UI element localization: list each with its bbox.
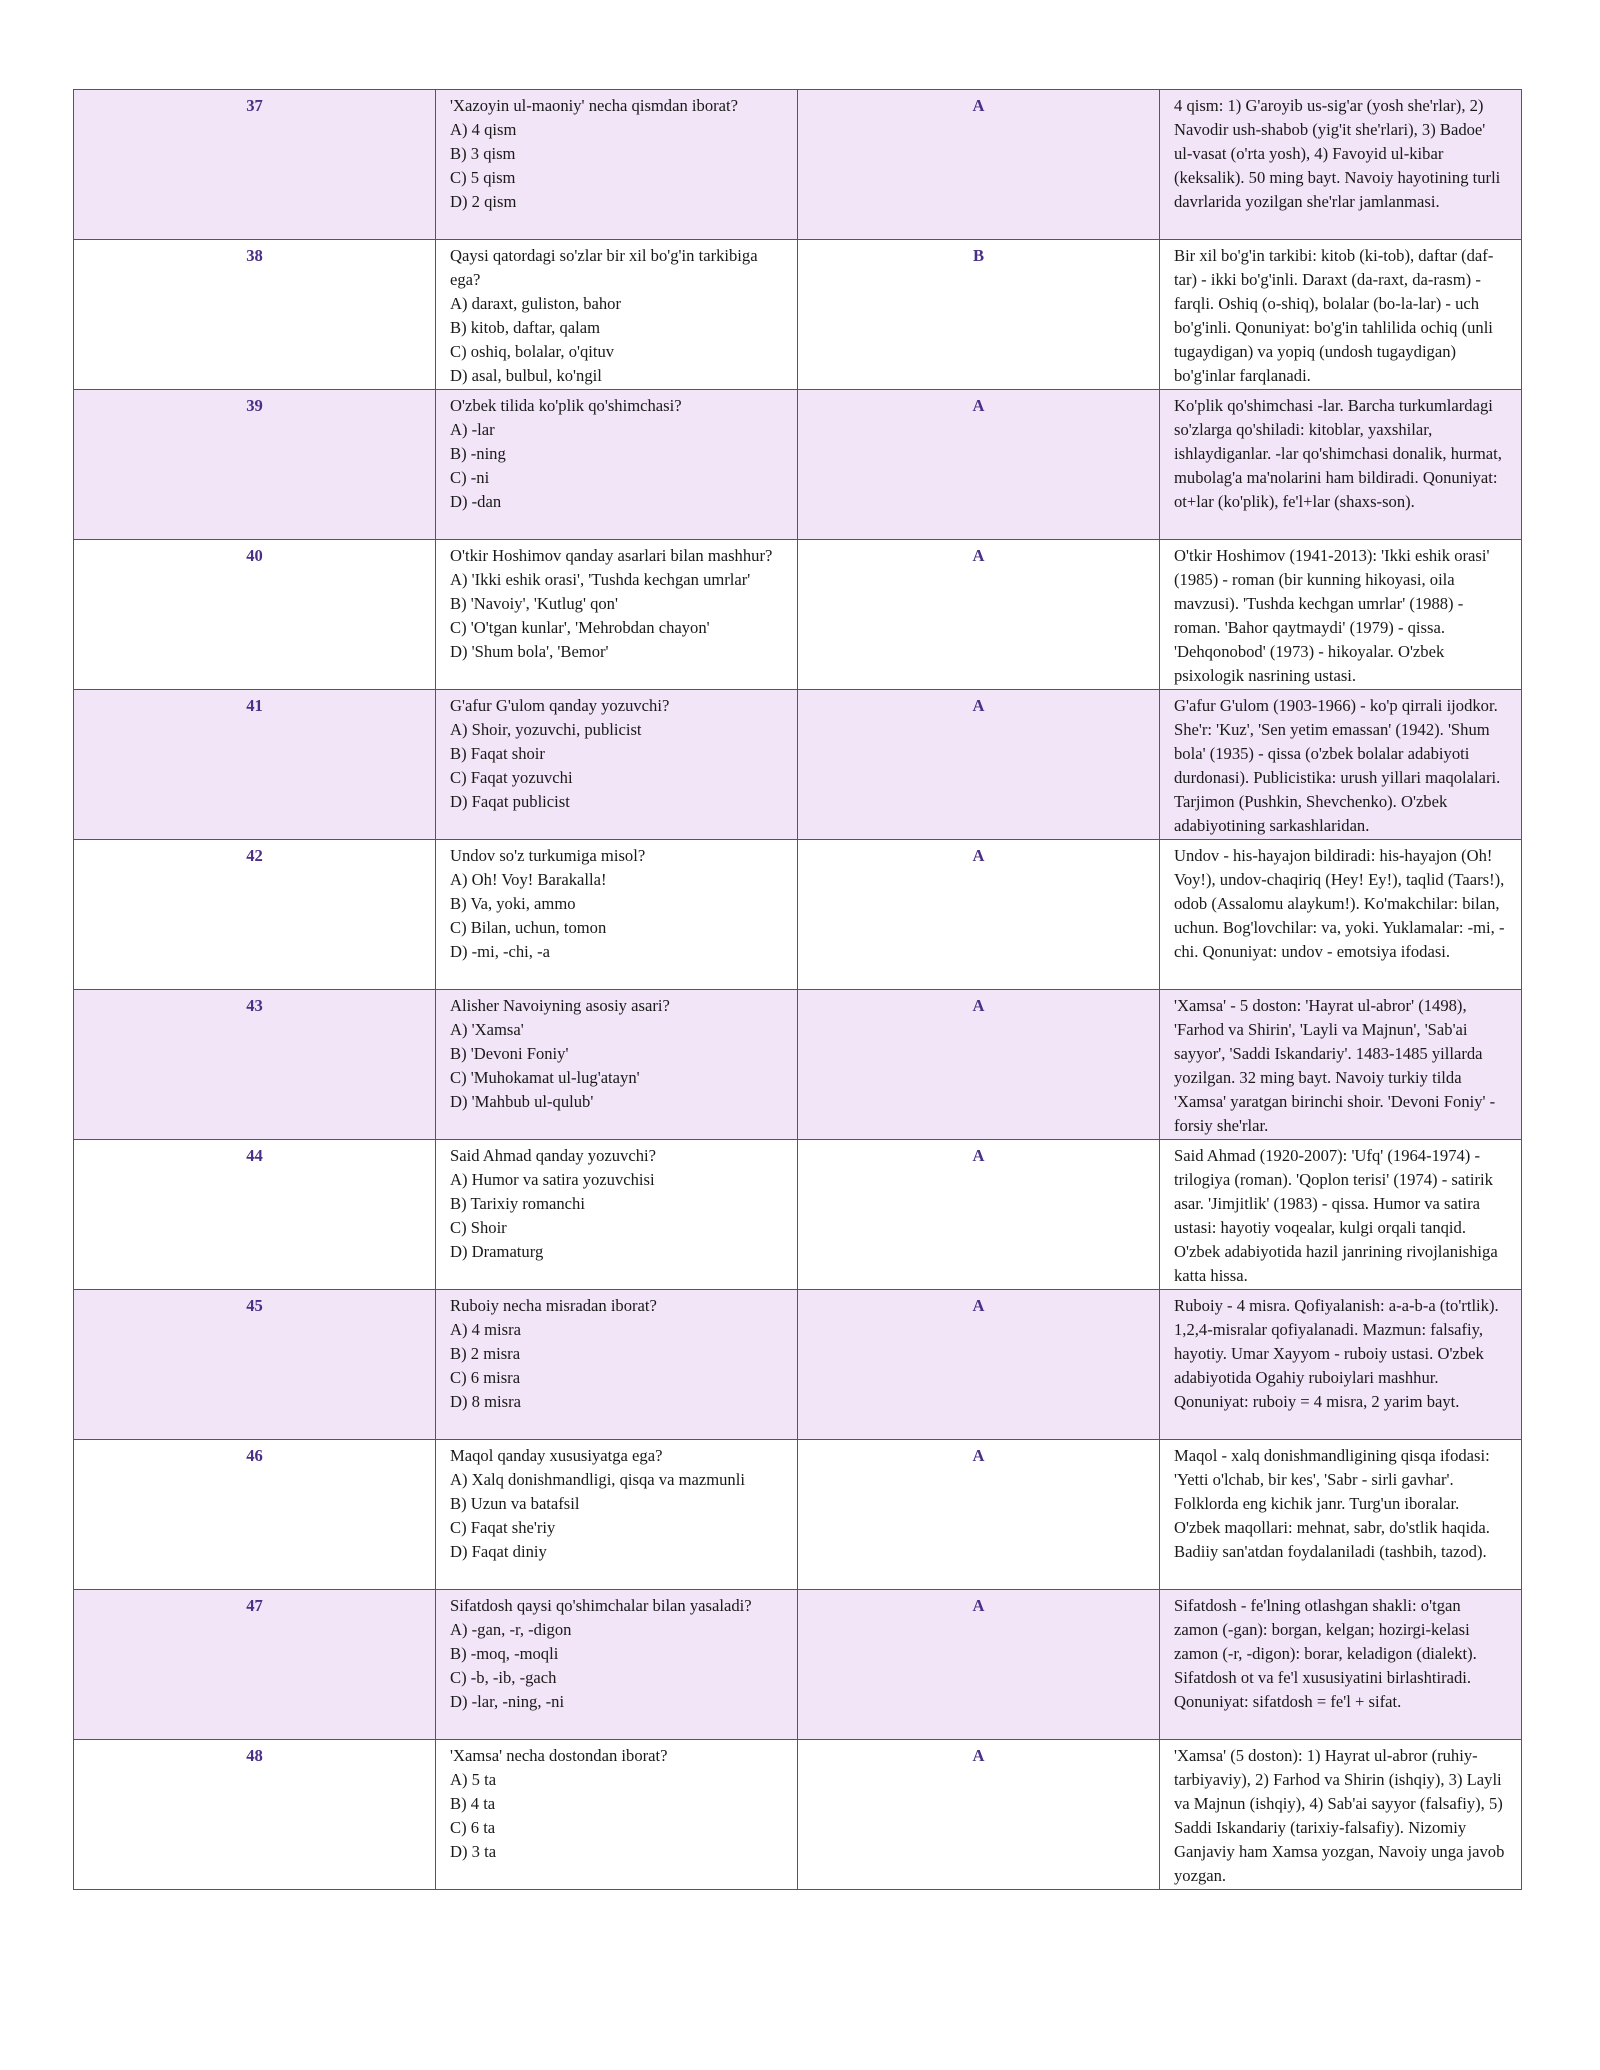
correct-answer: A (798, 90, 1160, 240)
explanation-cell: 4 qism: 1) G'aroyib us-sig'ar (yosh she'rlar), 2) Navodir ush-shabob (yig'it she'rlari), 3) Badoe' ul-vasat (o'rta yosh), 4) Favoyid ul-kibar (keksalik). 50 ming bayt. Navoiy hayotining turli davrlarida yozilgan she'rlar jamlanmasi. (1160, 90, 1522, 240)
question-text: Sifatdosh qaysi qo'shimchalar bilan yasaladi? (450, 1596, 752, 1615)
answer-option: C) Faqat she'riy (450, 1518, 556, 1537)
answer-option: B) 2 misra (450, 1344, 521, 1363)
question-cell (436, 690, 798, 840)
answer-option: A) 'Ikki eshik orasi', 'Tushda kechgan umrlar' (450, 570, 751, 589)
answer-option: D) asal, bulbul, ko'ngil (450, 366, 602, 385)
correct-answer: B (798, 240, 1160, 390)
answer-option: B) 4 ta (450, 1794, 496, 1813)
answer-option: C) 6 ta (450, 1818, 496, 1837)
correct-answer: A (798, 1440, 1160, 1590)
table-row (74, 240, 1522, 390)
explanation-cell: Bir xil bo'g'in tarkibi: kitob (ki-tob), daftar (daf-tar) - ikki bo'g'inli. Daraxt (da-raxt, da-rasm) - farqli. Oshiq (o-shiq), bolalar (bo-la-lar) - uch bo'g'inli. Qonuniyat: bo'g'in tahlilida ochiq (unli tugaydigan) va yopiq (undosh tugaydigan) bo'g'inlar farqlanadi. (1160, 240, 1522, 390)
question-text: Maqol qanday xususiyatga ega? (450, 1446, 663, 1465)
table-row (74, 1290, 1522, 1440)
question-cell (436, 1140, 798, 1290)
questions-table-body (74, 90, 1522, 1890)
question-number: 44 (74, 1140, 436, 1290)
question-cell (436, 240, 798, 390)
correct-answer: A (798, 390, 1160, 540)
table-row (74, 990, 1522, 1140)
answer-option: B) 'Navoiy', 'Kutlug' qon' (450, 594, 618, 613)
answer-option: D) 'Shum bola', 'Bemor' (450, 642, 609, 661)
question-number: 40 (74, 540, 436, 690)
question-text: 'Xazoyin ul-maoniy' necha qismdan iborat? (450, 96, 738, 115)
explanation-cell: Ruboiy - 4 misra. Qofiyalanish: a-a-b-a (to'rtlik). 1,2,4-misralar qofiyalanadi. Mazmun: falsafiy, hayotiy. Umar Xayyom - ruboiy ustasi. O'zbek adabiyotida Ogahiy ruboiylari mashhur. Qonuniyat: ruboiy = 4 misra, 2 yarim bayt. (1160, 1290, 1522, 1440)
answer-option: A) -lar (450, 420, 495, 439)
question-text: O'zbek tilida ko'plik qo'shimchasi? (450, 396, 682, 415)
answer-option: D) -mi, -chi, -a (450, 942, 550, 961)
answer-option: D) 'Mahbub ul-qulub' (450, 1092, 594, 1111)
table-row (74, 1590, 1522, 1740)
explanation-cell: O'tkir Hoshimov (1941-2013): 'Ikki eshik orasi' (1985) - roman (bir kunning hikoyasi, oila mavzusi). 'Tushda kechgan umrlar' (1988) - roman. 'Bahor qaytmaydi' (1979) - qissa. 'Dehqonobod' (1973) - hikoyalar. O'zbek psixologik nasrining ustasi. (1160, 540, 1522, 690)
question-text: Said Ahmad qanday yozuvchi? (450, 1146, 656, 1165)
answer-option: C) 'O'tgan kunlar', 'Mehrobdan chayon' (450, 618, 710, 637)
correct-answer: A (798, 540, 1160, 690)
correct-answer: A (798, 1590, 1160, 1740)
explanation-cell: Undov - his-hayajon bildiradi: his-hayajon (Oh! Voy!), undov-chaqiriq (Hey! Ey!), taqlid (Taars!), odob (Assalomu alaykum!). Ko'makchilar: bilan, uchun. Bog'lovchilar: va, yoki. Yuklamalar: -mi, -chi. Qonuniyat: undov - emotsiya ifodasi. (1160, 840, 1522, 990)
question-text: Alisher Navoiyning asosiy asari? (450, 996, 670, 1015)
answer-option: A) Oh! Voy! Barakalla! (450, 870, 607, 889)
answer-option: C) oshiq, bolalar, o'qituv (450, 342, 615, 361)
answer-option: B) 3 qism (450, 144, 516, 163)
answer-option: C) 5 qism (450, 168, 516, 187)
question-cell (436, 390, 798, 540)
answer-option: D) Faqat diniy (450, 1542, 547, 1561)
question-number: 38 (74, 240, 436, 390)
answer-option: C) -ni (450, 468, 490, 487)
answer-option: A) daraxt, guliston, bahor (450, 294, 621, 313)
explanation-cell: Sifatdosh - fe'lning otlashgan shakli: o'tgan zamon (-gan): borgan, kelgan; hozirgi-kelasi zamon (-r, -digon): borar, keladigon (dialekt). Sifatdosh ot va fe'l xususiyatini birlashtiradi. Qonuniyat: sifatdosh = fe'l + sifat. (1160, 1590, 1522, 1740)
answer-option: A) 4 misra (450, 1320, 521, 1339)
correct-answer: A (798, 1740, 1160, 1890)
explanation-cell: 'Xamsa' (5 doston): 1) Hayrat ul-abror (ruhiy-tarbiyaviy), 2) Farhod va Shirin (ishqiy), 3) Layli va Majnun (ishqiy), 4) Sab'ai sayyor (falsafiy), 5) Saddi Iskandariy (tarixiy-falsafiy). Nizomiy Ganjaviy ham Xamsa yozgan, Navoiy unga javob yozgan. (1160, 1740, 1522, 1890)
answer-option: A) Humor va satira yozuvchisi (450, 1170, 655, 1189)
explanation-cell: G'afur G'ulom (1903-1966) - ko'p qirrali ijodkor. She'r: 'Kuz', 'Sen yetim emassan' (1942). 'Shum bola' (1935) - qissa (o'zbek bolalar adabiyoti durdonasi). Publicistika: urush yillari maqolalari. Tarjimon (Pushkin, Shevchenko). O'zbek adabiyotining sarkashlaridan. (1160, 690, 1522, 840)
question-number: 48 (74, 1740, 436, 1890)
question-cell (436, 1740, 798, 1890)
answer-option: A) 'Xamsa' (450, 1020, 524, 1039)
answer-option: B) 'Devoni Foniy' (450, 1044, 569, 1063)
questions-table (73, 89, 1522, 1890)
answer-option: D) 3 ta (450, 1842, 497, 1861)
question-number: 46 (74, 1440, 436, 1590)
table-row (74, 840, 1522, 990)
answer-option: C) -b, -ib, -gach (450, 1668, 557, 1687)
question-cell (436, 1590, 798, 1740)
answer-option: D) -dan (450, 492, 502, 511)
answer-option: D) 2 qism (450, 192, 517, 211)
table-row (74, 90, 1522, 240)
answer-option: C) 6 misra (450, 1368, 521, 1387)
correct-answer: A (798, 690, 1160, 840)
question-text: G'afur G'ulom qanday yozuvchi? (450, 696, 670, 715)
answer-option: B) kitob, daftar, qalam (450, 318, 601, 337)
correct-answer: A (798, 1140, 1160, 1290)
question-cell (436, 1440, 798, 1590)
answer-option: A) 5 ta (450, 1770, 497, 1789)
question-number: 41 (74, 690, 436, 840)
explanation-cell: Ko'plik qo'shimchasi -lar. Barcha turkumlardagi so'zlarga qo'shiladi: kitoblar, yaxshilar, ishlaydiganlar. -lar qo'shimchasi donalik, hurmat, mubolag'a ma'nolarini ham bildiradi. Qonuniyat: ot+lar (ko'plik), fe'l+lar (shaxs-son). (1160, 390, 1522, 540)
explanation-cell: Said Ahmad (1920-2007): 'Ufq' (1964-1974) - trilogiya (roman). 'Qoplon terisi' (1974) - satirik asar. 'Jimjitlik' (1983) - qissa. Humor va satira ustasi: hayotiy voqealar, kulgi orqali tanqid. O'zbek adabiyotida hazil janrining rivojlanishiga katta hissa. (1160, 1140, 1522, 1290)
answer-option: B) Uzun va batafsil (450, 1494, 580, 1513)
question-number: 47 (74, 1590, 436, 1740)
explanation-cell: 'Xamsa' - 5 doston: 'Hayrat ul-abror' (1498), 'Farhod va Shirin', 'Layli va Majnun', 'Sab'ai sayyor', 'Saddi Iskandariy'. 1483-1485 yillarda yozilgan. 32 ming bayt. Navoiy turkiy tilda 'Xamsa' yaratgan birinchi shoir. 'Devoni Foniy' - forsiy she'rlar. (1160, 990, 1522, 1140)
answer-option: A) Xalq donishmandligi, qisqa va mazmunli (450, 1470, 745, 1489)
correct-answer: A (798, 840, 1160, 990)
question-cell (436, 90, 798, 240)
answer-option: C) Faqat yozuvchi (450, 768, 573, 787)
answer-option: B) Tarixiy romanchi (450, 1194, 585, 1213)
answer-option: D) Faqat publicist (450, 792, 570, 811)
explanation-cell: Maqol - xalq donishmandligining qisqa ifodasi: 'Yetti o'lchab, bir kes', 'Sabr - sirli gavhar'. Folklorda eng kichik janr. Turg'un iboralar. O'zbek maqollari: mehnat, sabr, do'stlik haqida. Badiiy san'atdan foydalaniladi (tashbih, tazod). (1160, 1440, 1522, 1590)
table-row (74, 1740, 1522, 1890)
table-row (74, 1140, 1522, 1290)
answer-option: B) -ning (450, 444, 506, 463)
question-number: 42 (74, 840, 436, 990)
answer-option: A) Shoir, yozuvchi, publicist (450, 720, 642, 739)
answer-option: B) Faqat shoir (450, 744, 545, 763)
question-number: 45 (74, 1290, 436, 1440)
correct-answer: A (798, 990, 1160, 1140)
answer-option: C) Shoir (450, 1218, 507, 1237)
answer-option: A) 4 qism (450, 120, 517, 139)
answer-option: B) Va, yoki, ammo (450, 894, 576, 913)
question-text: Undov so'z turkumiga misol? (450, 846, 646, 865)
table-row (74, 390, 1522, 540)
answer-option: C) Bilan, uchun, tomon (450, 918, 607, 937)
answer-option: B) -moq, -moqli (450, 1644, 559, 1663)
answer-option: A) -gan, -r, -digon (450, 1620, 572, 1639)
question-cell (436, 540, 798, 690)
table-row (74, 540, 1522, 690)
question-cell (436, 1290, 798, 1440)
question-text: O'tkir Hoshimov qanday asarlari bilan mashhur? (450, 546, 773, 565)
question-text: Qaysi qatordagi so'zlar bir xil bo'g'in tarkibiga ega? (450, 246, 758, 289)
answer-option: D) Dramaturg (450, 1242, 544, 1261)
table-row (74, 690, 1522, 840)
question-cell (436, 840, 798, 990)
question-number: 39 (74, 390, 436, 540)
answer-option: D) 8 misra (450, 1392, 521, 1411)
question-text: Ruboiy necha misradan iborat? (450, 1296, 657, 1315)
table-row (74, 1440, 1522, 1590)
answer-option: C) 'Muhokamat ul-lug'atayn' (450, 1068, 640, 1087)
question-text: 'Xamsa' necha dostondan iborat? (450, 1746, 668, 1765)
correct-answer: A (798, 1290, 1160, 1440)
question-number: 37 (74, 90, 436, 240)
question-number: 43 (74, 990, 436, 1140)
question-cell (436, 990, 798, 1140)
answer-option: D) -lar, -ning, -ni (450, 1692, 565, 1711)
